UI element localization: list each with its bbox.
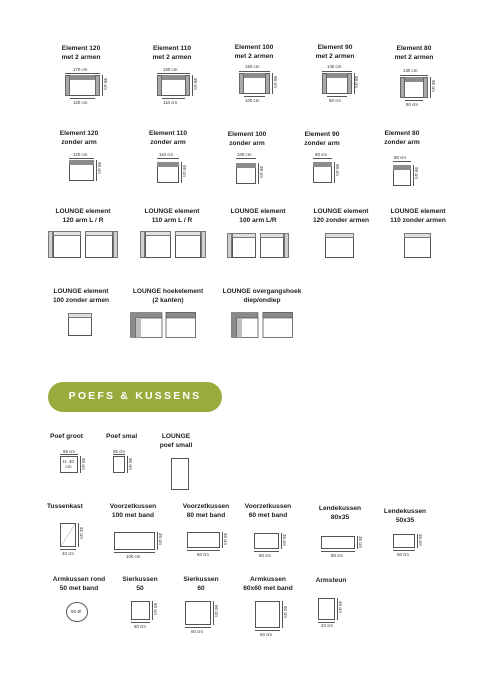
width-label: 110 cm xyxy=(159,152,174,157)
item-title: LOUNGE element 100 zonder armen xyxy=(52,288,110,304)
cushion-outline xyxy=(393,534,415,548)
item-title: Element 90 met 2 armen xyxy=(315,44,355,60)
width-label: 80 cm xyxy=(331,553,343,558)
height-label: H. 40 cm xyxy=(63,459,74,469)
item-title: Element 80 met 2 armen xyxy=(394,45,434,61)
width-label: 80 cm xyxy=(197,552,209,557)
width-label: 100 cm xyxy=(237,152,252,157)
item-title: Element 110 zonder arm xyxy=(148,130,188,146)
cushion-outline xyxy=(187,532,220,548)
depth-label: 35 cm xyxy=(418,534,423,546)
poef-outline xyxy=(113,456,125,473)
item-title: LOUNGE overgangshoek diep/ondiep xyxy=(222,288,302,304)
width-label: 160 cm xyxy=(163,67,178,72)
depth-label: 95 cm xyxy=(128,458,133,470)
width-label: 50 cm xyxy=(134,624,146,629)
item-title: Tussenkast xyxy=(47,503,83,510)
depth-label: 60 cm xyxy=(214,605,219,617)
depth-label: 95 cm xyxy=(81,458,86,470)
depth-label: 46 cm xyxy=(338,601,343,613)
corner-element-drawing xyxy=(130,312,196,338)
item-title: Voorzetkussen 100 met band xyxy=(109,503,157,519)
depth-label: 35 cm xyxy=(282,534,287,546)
depth-label: 98 cm xyxy=(414,167,419,179)
item-title: LOUNGE element 110 arm L / R xyxy=(144,208,200,224)
item-title: LOUNGE poef small xyxy=(159,433,193,449)
item-title: Sierkussen 50 xyxy=(122,576,158,592)
item-title: LOUNGE element 120 zonder armen xyxy=(312,208,370,224)
item-title: Lendekussen 80x35 xyxy=(318,505,362,521)
depth-label: 98 cm xyxy=(335,164,340,176)
item-title: Armkussen 60x60 met band xyxy=(243,576,293,592)
width-label: 98 cm xyxy=(63,449,75,454)
item-title: Armsteun xyxy=(315,577,347,584)
width-label: 60 cm xyxy=(259,553,271,558)
item-title: Lendekussen 50x35 xyxy=(383,508,427,524)
cushion-outline xyxy=(321,536,355,549)
section-banner xyxy=(48,382,222,412)
depth-label: 98 cm xyxy=(182,165,187,177)
depth-label: 50 cm xyxy=(153,603,158,615)
depth-label: 35 cm xyxy=(223,533,228,545)
cushion-outline xyxy=(254,533,279,549)
item-title: Poef groot xyxy=(50,433,83,440)
item-title: Voorzetkussen 80 met band xyxy=(182,503,230,519)
cushion-outline xyxy=(114,532,155,550)
inner-width-label: 80 cm xyxy=(406,102,418,107)
depth-label: 98 cm xyxy=(431,80,436,92)
item-title: LOUNGE element 120 arm L / R xyxy=(55,208,111,224)
item-title: Element 100 zonder arm xyxy=(227,131,267,147)
inner-width-label: 120 cm xyxy=(73,100,88,105)
depth-label: 35 cm xyxy=(358,536,363,548)
width-label: 60 cm xyxy=(191,629,203,634)
width-label: 60 cm xyxy=(260,632,272,637)
width-label: 150 cm xyxy=(245,64,260,69)
transition-corner-drawing xyxy=(231,312,293,338)
item-title: Voorzetkussen 60 met band xyxy=(244,503,292,519)
width-label: 40 cm xyxy=(62,551,74,556)
depth-label: 98 cm xyxy=(273,76,278,88)
depth-label: 98 cm xyxy=(193,78,198,90)
item-title: Element 80 zonder arm xyxy=(384,130,420,146)
width-label: 65 cm xyxy=(113,449,125,454)
armrest-outline xyxy=(318,598,335,620)
poef-outline xyxy=(171,458,189,490)
item-title: LOUNGE element 110 zonder armen xyxy=(390,208,446,224)
cushion-outline xyxy=(255,601,280,628)
cushion-outline xyxy=(185,601,211,625)
tussenkast-diagonal xyxy=(60,523,76,547)
item-title: Armkussen rond 50 met band xyxy=(52,576,106,592)
cushion-outline xyxy=(131,601,150,620)
item-title: Element 120 zonder arm xyxy=(59,130,99,146)
item-title: Element 120 met 2 armen xyxy=(61,45,101,61)
depth-label: 98 cm xyxy=(259,166,264,178)
width-label: 130 cm xyxy=(403,68,418,73)
width-label: 90 cm xyxy=(315,152,327,157)
width-label: 80 cm xyxy=(394,155,406,160)
diameter-label: 50 Ø xyxy=(71,609,81,614)
item-title: LOUNGE hoekelement (2 kanten) xyxy=(132,288,204,304)
width-label: 170 cm xyxy=(73,67,88,72)
width-label: 120 cm xyxy=(73,152,88,157)
width-label: 140 cm xyxy=(327,64,342,69)
item-title: Sierkussen 60 xyxy=(183,576,219,592)
item-title: Element 90 zonder arm xyxy=(304,131,340,147)
width-label: 100 cm xyxy=(126,554,141,559)
item-title: Poef smal xyxy=(106,433,138,440)
depth-label: 35 cm xyxy=(158,533,163,545)
depth-label: 60 cm xyxy=(283,606,288,618)
section-title: POEFS & KUSSENS xyxy=(68,390,202,402)
inner-width-label: 90 cm xyxy=(329,98,341,103)
width-label: 22 cm xyxy=(321,623,333,628)
item-title: Element 100 met 2 armen xyxy=(234,44,274,60)
depth-label: 98 cm xyxy=(354,76,359,88)
inner-width-label: 100 cm xyxy=(245,98,260,103)
item-title: LOUNGE element 100 arm L/R xyxy=(230,208,286,224)
depth-label: 98 cm xyxy=(103,78,108,90)
depth-label: 98 cm xyxy=(97,162,102,174)
width-label: 50 cm xyxy=(397,552,409,557)
item-title: Element 110 met 2 armen xyxy=(152,45,192,61)
depth-label: 92 cm xyxy=(79,527,84,539)
inner-width-label: 110 cm xyxy=(163,100,178,105)
